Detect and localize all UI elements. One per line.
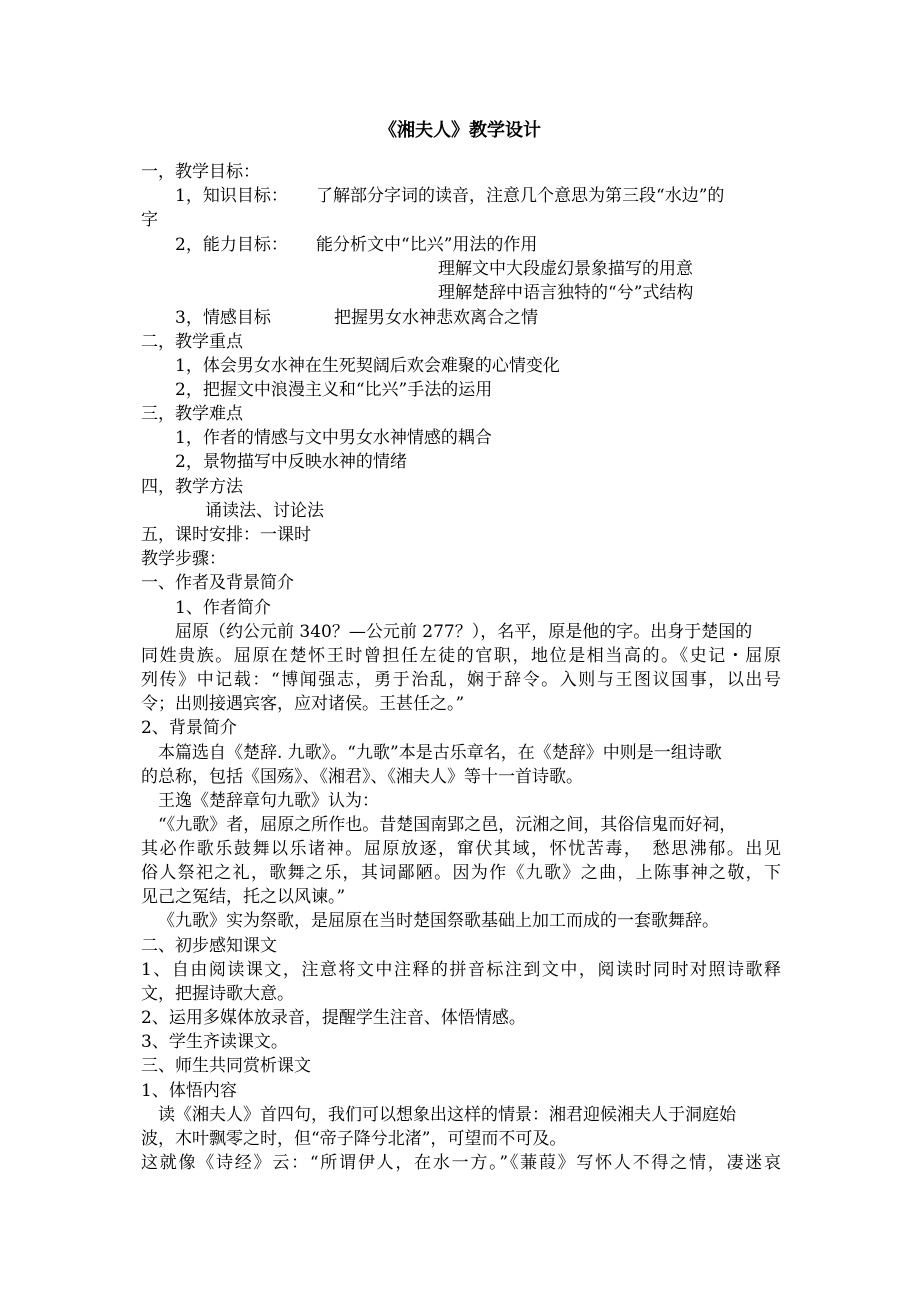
ability-goal-2: 理解文中大段虚幻景象描写的用意 [438, 259, 693, 279]
emotion-goal-label: 3，情感目标 [175, 308, 271, 328]
background-line: 的总称，包括《国殇》、《湘君》、《湘夫人》等十一首诗歌。 [141, 767, 583, 787]
section1-heading: 一、作者及背景简介 [141, 573, 294, 593]
quote-line: 见己之冤结，托之以风谏。” [141, 887, 346, 907]
author-paragraph-line: 列传》中记载：“博闻强志，勇于治乱，娴于辞令。入则与王图议国事，以出号 [141, 670, 781, 690]
author-paragraph-line: 屈原（约公元前 340？—公元前 277？），名平，原是他的字。出身于楚国的 [175, 622, 753, 642]
jiuge-conclusion: 《九歌》实为祭歌，是屈原在当时楚国祭歌基础上加工而成的一套歌舞辞。 [158, 911, 719, 931]
section2-item: 3、学生齐读课文。 [141, 1032, 288, 1052]
author-paragraph-line: 令；出则接遇宾客，应对诸侯。王甚任之。” [141, 694, 465, 714]
knowledge-goal-text: 了解部分字词的读音，注意几个意思为第三段“水边”的 [316, 186, 725, 206]
content-paragraph-line: 这就像《诗经》云：“所谓伊人，在水一方。”《蒹葭》写怀人不得之情，凄迷哀 [141, 1153, 781, 1173]
schedule-line: 五，课时安排：一课时 [141, 525, 311, 545]
knowledge-goal-label: 1，知识目标： [175, 186, 288, 206]
goals-heading: 一，教学目标： [141, 162, 260, 182]
difficulty-heading: 三，教学难点 [141, 404, 243, 424]
content-heading: 1、体悟内容 [141, 1081, 237, 1101]
ability-goal-1: 能分析文中“比兴”用法的作用 [316, 235, 538, 255]
author-intro-heading: 1、作者简介 [175, 598, 271, 618]
quote-line: 其必作歌乐鼓舞以乐诸神。屈原放逐，窜伏其域，怀忧苦毒， 愁思沸郁。出见 [141, 839, 781, 859]
section3-heading: 三、师生共同赏析课文 [141, 1056, 311, 1076]
focus-item: 2，把握文中浪漫主义和“比兴”手法的运用 [175, 380, 493, 400]
document-title: 《湘夫人》教学设计 [379, 120, 541, 141]
content-paragraph-line: 波，木叶飘零之时，但“帝子降兮北渚”，可望而不可及。 [141, 1129, 567, 1149]
wangyi-line: 王逸《楚辞章句九歌》认为： [158, 791, 379, 811]
background-line: 本篇选自《楚辞. 九歌》。“九歌”本是古乐章名，在《楚辞》中则是一组诗歌 [158, 743, 722, 763]
steps-heading: 教学步骤： [141, 549, 226, 569]
methods-heading: 四，教学方法 [141, 477, 243, 497]
background-heading: 2、背景简介 [141, 718, 237, 738]
methods-text: 诵读法、讨论法 [205, 501, 324, 521]
difficulty-item: 2，景物描写中反映水神的情绪 [175, 452, 407, 472]
ability-goal-label: 2，能力目标： [175, 235, 288, 255]
focus-item: 1，体会男女水神在生死契阔后欢会难聚的心情变化 [175, 356, 560, 376]
content-paragraph-line: 读《湘夫人》首四句，我们可以想象出这样的情景：湘君迎候湘夫人于洞庭始 [158, 1105, 736, 1125]
ability-goal-3: 理解楚辞中语言独特的“兮”式结构 [438, 283, 694, 303]
focus-heading: 二，教学重点 [141, 332, 243, 352]
section2-item: 1、自由阅读课文，注意将文中注释的拼音标注到文中，阅读时同时对照诗歌释 [141, 960, 781, 980]
quote-line: “《九歌》者，屈原之所作也。昔楚国南郢之邑，沅湘之间，其俗信鬼而好祠， [158, 815, 737, 835]
section2-item: 2、运用多媒体放录音，提醒学生注音、体悟情感。 [141, 1008, 526, 1028]
section2-item: 文，把握诗歌大意。 [141, 984, 294, 1004]
difficulty-item: 1，作者的情感与文中男女水神情感的耦合 [175, 428, 492, 448]
author-paragraph-line: 同姓贵族。屈原在楚怀王时曾担任左徒的官职，地位是相当高的。《史记・屈原 [141, 646, 781, 666]
knowledge-goal-wrap: 字 [141, 210, 158, 230]
section2-heading: 二、初步感知课文 [141, 936, 277, 956]
emotion-goal-text: 把握男女水神悲欢离合之情 [334, 308, 538, 328]
quote-line: 俗人祭祀之礼，歌舞之乐，其词鄙陋。因为作《九歌》之曲，上陈事神之敬，下 [141, 863, 781, 883]
